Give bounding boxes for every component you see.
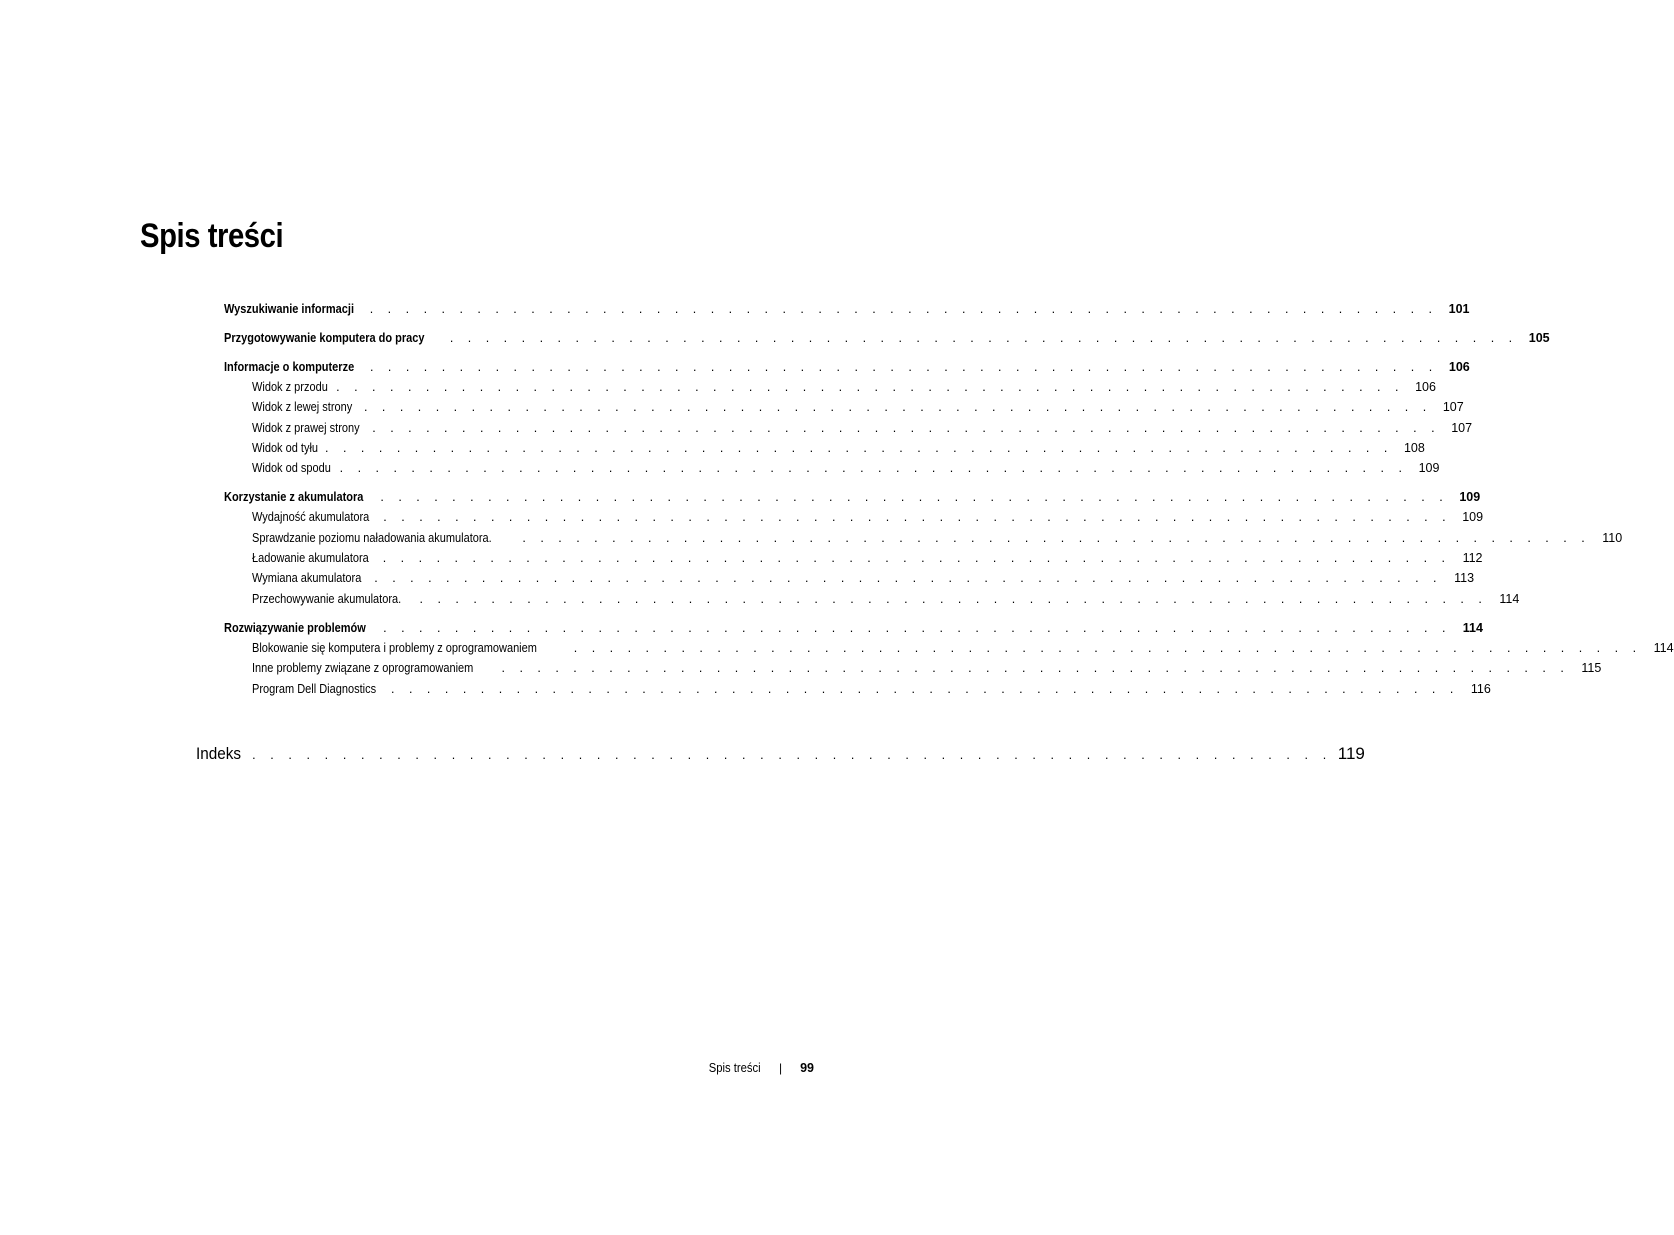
- toc-leader-dots: . . . . . . . . . . . . . . . . . . . . . . . . . . . . . . . . . . . . . . . . . . . . . . . . . . . . . . . . . . . .: [252, 748, 1332, 762]
- toc-entry-label: Sprawdzanie poziomu naładowania akumulatora.: [252, 530, 492, 545]
- toc-entry-label: Korzystanie z akumulatora: [224, 490, 364, 505]
- toc-entry-section[interactable]: [224, 530, 1623, 551]
- toc-entry-label: Informacje o komputerze: [224, 360, 355, 374]
- toc-page-number: 107: [1451, 420, 1473, 435]
- toc-page-number: 107: [1442, 400, 1464, 415]
- footer-separator: |: [778, 1061, 783, 1075]
- toc-leader-dots: . . . . . . . . . . . . . . . . . . . . . . . . . . . . . . . . . . . . . . . . . . . . . . . . . . . . . . . . . . . .: [382, 551, 1451, 566]
- toc-entry-label: Widok od spodu: [252, 461, 331, 476]
- toc-entry-section[interactable]: [224, 591, 1520, 612]
- page-footer: [703, 1061, 814, 1075]
- toc-entry-section[interactable]: [224, 681, 1491, 702]
- toc-page-number: 119: [1337, 744, 1365, 763]
- toc-group-gap: [224, 322, 685, 331]
- toc-page-number: 114: [1653, 640, 1674, 655]
- toc-leader-dots: . . . . . . . . . . . . . . . . . . . . . . . . . . . . . . . . . . . . . . . . . . . . . . . . . . . . . . . . . . . .: [383, 510, 1452, 525]
- toc-leader-dots: . . . . . . . . . . . . . . . . . . . . . . . . . . . . . . . . . . . . . . . . . . . . . . . . . . . . . . . . . . . .: [380, 490, 1449, 505]
- toc-entry-section[interactable]: [224, 571, 1475, 591]
- toc-page-number: 108: [1403, 440, 1425, 455]
- toc-leader-dots: . . . . . . . . . . . . . . . . . . . . . . . . . . . . . . . . . . . . . . . . . . . . . . . . . . . . . . . . . . . .: [374, 571, 1443, 586]
- toc-group-gap: [224, 351, 685, 360]
- toc-leader-dots: . . . . . . . . . . . . . . . . . . . . . . . . . . . . . . . . . . . . . . . . . . . . . . . . . . . . . . . . . . . .: [501, 661, 1570, 676]
- toc-leader-dots: . . . . . . . . . . . . . . . . . . . . . . . . . . . . . . . . . . . . . . . . . . . . . . . . . . . . . . . . . . . .: [449, 331, 1518, 345]
- toc-entry-label: Wydajność akumulatora: [252, 510, 370, 525]
- toc-entry-section[interactable]: [224, 461, 1440, 481]
- toc-entry-section[interactable]: [224, 400, 1464, 420]
- toc-page-number: 106: [1415, 380, 1436, 394]
- toc-page-number: 112: [1462, 551, 1483, 566]
- toc-entry-label: Widok z prawej strony: [252, 420, 360, 435]
- toc-entry-label: Przygotowywanie komputera do pracy: [224, 331, 425, 345]
- toc-entry-section[interactable]: [224, 640, 1674, 661]
- toc-page-number: 109: [1418, 461, 1440, 476]
- toc-leader-dots: . . . . . . . . . . . . . . . . . . . . . . . . . . . . . . . . . . . . . . . . . . . . . . . . . . . . . . . . . . . .: [383, 620, 1451, 635]
- toc-leader-dots: . . . . . . . . . . . . . . . . . . . . . . . . . . . . . . . . . . . . . . . . . . . . . . . . . . . . . . . . . . . .: [391, 681, 1459, 696]
- toc-group-gap: [224, 481, 685, 490]
- toc-group-gap: [224, 612, 685, 621]
- toc-entry-label: Widok z lewej strony: [252, 400, 353, 415]
- toc-leader-dots: . . . . . . . . . . . . . . . . . . . . . . . . . . . . . . . . . . . . . . . . . . . . . . . . . . . . . . . . . . . .: [522, 530, 1591, 545]
- toc-entry-section[interactable]: [224, 380, 1436, 400]
- toc-page-number: 113: [1454, 571, 1475, 586]
- toc-entry-label: Wymiana akumulatora: [252, 571, 362, 586]
- toc-page-number: 106: [1448, 360, 1470, 374]
- toc-entry-section[interactable]: [224, 551, 1483, 571]
- toc-leader-dots: . . . . . . . . . . . . . . . . . . . . . . . . . . . . . . . . . . . . . . . . . . . . . . . . . . . . . . . . . . . .: [363, 400, 1432, 415]
- toc-entry-section[interactable]: [224, 420, 1473, 441]
- toc-entry-chapter[interactable]: [224, 620, 1483, 641]
- toc-page-number: 110: [1602, 530, 1623, 545]
- toc-entry-chapter[interactable]: [224, 302, 1470, 322]
- toc-leader-dots: . . . . . . . . . . . . . . . . . . . . . . . . . . . . . . . . . . . . . . . . . . . . . . . . . . . . . . . . . . . .: [325, 440, 1393, 455]
- toc-entry-label: Widok z przodu: [252, 380, 328, 394]
- toc-page-number: 116: [1470, 681, 1491, 696]
- toc-leader-dots: . . . . . . . . . . . . . . . . . . . . . . . . . . . . . . . . . . . . . . . . . . . . . . . . . . . . . . . . . . . .: [372, 420, 1441, 435]
- toc-entry-label: Przechowywanie akumulatora.: [252, 591, 402, 606]
- toc-entry-chapter[interactable]: [224, 360, 1470, 380]
- toc-entry-label: Program Dell Diagnostics: [252, 681, 377, 696]
- toc-page-number: 114: [1499, 591, 1520, 606]
- page-title: Spis treści: [140, 217, 284, 255]
- toc-entry-chapter[interactable]: [224, 331, 1550, 351]
- table-of-contents: [224, 302, 1674, 702]
- toc-leader-dots: . . . . . . . . . . . . . . . . . . . . . . . . . . . . . . . . . . . . . . . . . . . . . . . . . . . . . . . . . . . .: [339, 461, 1408, 476]
- toc-entry-label: Indeks: [196, 744, 242, 763]
- toc-entry-section[interactable]: [224, 510, 1484, 530]
- toc-leader-dots: . . . . . . . . . . . . . . . . . . . . . . . . . . . . . . . . . . . . . . . . . . . . . . . . . . . . . . . . . . . .: [419, 591, 1488, 606]
- footer-section-title: Spis treści: [709, 1061, 761, 1075]
- toc-entry-section[interactable]: [224, 440, 1425, 461]
- toc-entry-chapter[interactable]: [224, 490, 1481, 510]
- toc-page-number: 101: [1448, 302, 1470, 316]
- toc-entry-index[interactable]: [196, 744, 1365, 764]
- toc-page-number: 114: [1462, 620, 1483, 635]
- toc-entry-label: Blokowanie się komputera i problemy z oprogramowaniem: [252, 640, 537, 655]
- toc-entry-label: Ładowanie akumulatora: [252, 551, 369, 566]
- toc-page-number: 105: [1528, 331, 1550, 345]
- toc-entry-label: Rozwiązywanie problemów: [224, 620, 366, 635]
- toc-page-number: 109: [1459, 490, 1481, 505]
- toc-entry-label: Widok od tyłu: [252, 440, 319, 455]
- toc-entry-section[interactable]: [224, 661, 1602, 681]
- toc-leader-dots: . . . . . . . . . . . . . . . . . . . . . . . . . . . . . . . . . . . . . . . . . . . . . . . . . . . . . . . . . . . .: [573, 640, 1642, 655]
- toc-leader-dots: . . . . . . . . . . . . . . . . . . . . . . . . . . . . . . . . . . . . . . . . . . . . . . . . . . . . . . . . . . . .: [369, 360, 1438, 374]
- toc-page-number: 109: [1462, 510, 1484, 525]
- toc-page-number: 115: [1581, 661, 1602, 676]
- toc-entry-label: Inne problemy związane z oprogramowaniem: [252, 661, 474, 676]
- footer-page-number: 99: [800, 1061, 814, 1075]
- toc-entry-label: Wyszukiwanie informacji: [224, 302, 355, 316]
- toc-leader-dots: . . . . . . . . . . . . . . . . . . . . . . . . . . . . . . . . . . . . . . . . . . . . . . . . . . . . . . . . . . . .: [336, 380, 1404, 394]
- toc-leader-dots: . . . . . . . . . . . . . . . . . . . . . . . . . . . . . . . . . . . . . . . . . . . . . . . . . . . . . . . . . . . .: [369, 302, 1438, 316]
